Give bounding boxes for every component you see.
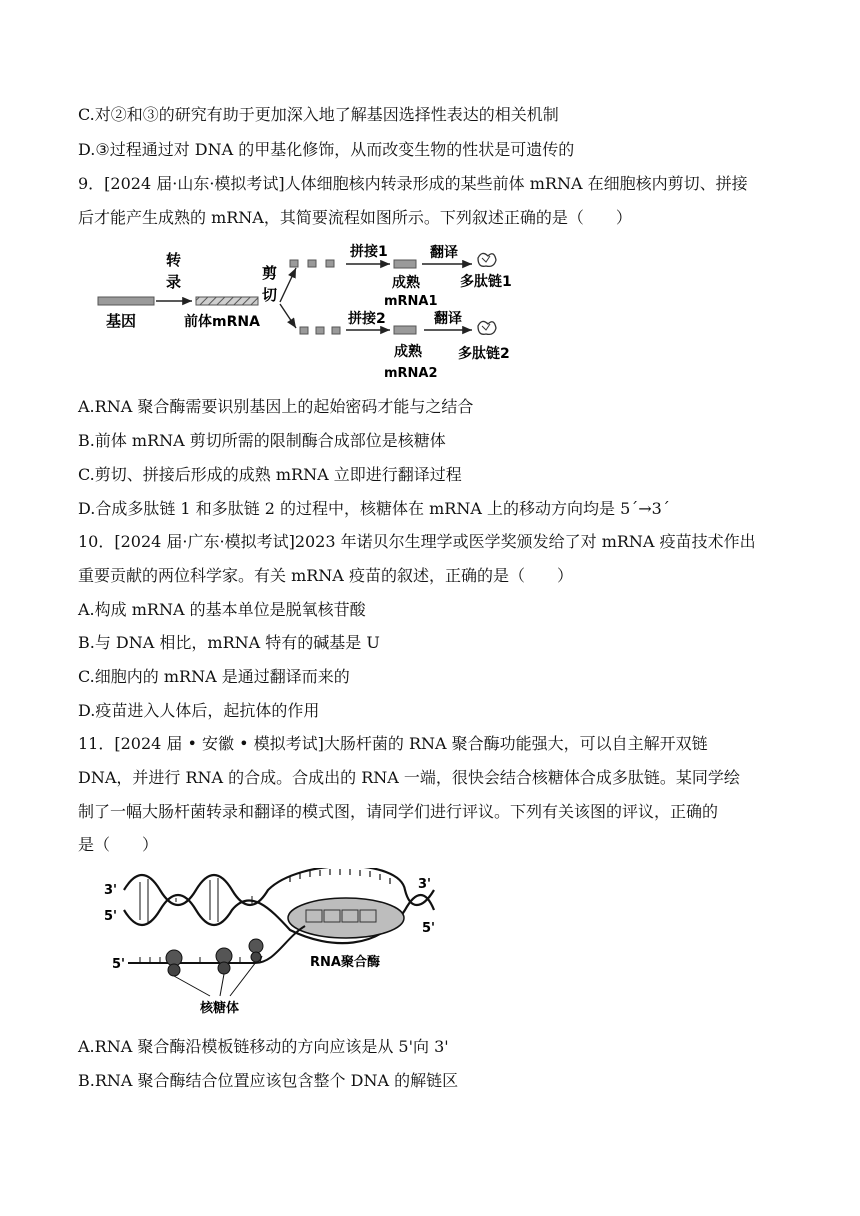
splice2-label: 拼接2 [348, 311, 386, 327]
dna-strand-top [124, 868, 434, 905]
cut-arrow-up [280, 268, 296, 302]
mature-mrna1-bar [394, 260, 416, 268]
q10-option-c: C.细胞内的 mRNA 是通过翻译而来的 [78, 667, 350, 686]
splicing-flow-diagram [90, 236, 540, 386]
q11-stem-line4: 是（ ） [78, 835, 159, 854]
q10-option-d: D.疫苗进入人体后，起抗体的作用 [78, 701, 320, 720]
cut-arrow-down [280, 304, 296, 328]
fragment [308, 260, 316, 267]
mature-mrna1-label-a: 成熟 [392, 275, 420, 291]
peptide2-label: 多肽链2 [458, 346, 510, 362]
q11-stem-line2: DNA，并进行 RNA 的合成。合成出的 RNA 一端，很快会结合核糖体合成多肽链。某同学绘 [78, 768, 740, 787]
peptide1-label: 多肽链1 [460, 274, 512, 290]
q11-option-a: A.RNA 聚合酶沿模板链移动的方向应该是从 5'向 3' [78, 1037, 449, 1056]
gene-bar [98, 297, 154, 305]
end-3-left: 3' [104, 883, 118, 898]
fragment [300, 327, 308, 334]
q11-stem-line3: 制了一幅大肠杆菌转录和翻译的模式图，请同学们进行评议。下列有关该图的评议，正确的 [78, 802, 719, 821]
fragment [326, 260, 334, 267]
end-5-rna: 5' [112, 957, 126, 972]
pre-mrna-label: 前体mRNA [184, 314, 260, 330]
fragment [332, 327, 340, 334]
rna-polymerase [288, 898, 404, 938]
q11-stem-line1: 11．[2024 届 • 安徽 • 模拟考试]大肠杆菌的 RNA 聚合酶功能强大，可以自主解开双链 [78, 734, 708, 753]
prev-option-c: C.对②和③的研究有助于更加深入地了解基因选择性表达的相关机制 [78, 105, 559, 124]
ribosome-icon [216, 948, 232, 974]
q11-option-b: B.RNA 聚合酶结合位置应该包含整个 DNA 的解链区 [78, 1071, 459, 1090]
rna-polymerase-label: RNA聚合酶 [310, 955, 380, 970]
transcription-translation-diagram [100, 868, 450, 1018]
pre-mrna-bar [196, 297, 258, 305]
fragment [290, 260, 298, 267]
end-5-left: 5' [104, 909, 118, 924]
q10-option-b: B.与 DNA 相比，mRNA 特有的碱基是 U [78, 633, 380, 652]
q9-option-d: D.合成多肽链 1 和多肽链 2 的过程中，核糖体在 mRNA 上的移动方向均是 5´→3´ [78, 499, 670, 518]
mature-mrna2-bar [394, 326, 416, 334]
splice1-label: 拼接1 [350, 244, 388, 260]
end-3-right: 3' [418, 877, 432, 892]
q9-option-a: A.RNA 聚合酶需要识别基因上的起始密码才能与之结合 [78, 397, 474, 416]
translate1-label: 翻译 [430, 245, 458, 261]
transcription-label-a: 转 [166, 251, 182, 269]
q9-stem-line1: 9．[2024 届·山东·模拟考试]人体细胞核内转录形成的某些前体 mRNA 在细胞核内剪切、拼接 [78, 174, 748, 193]
transcription-label-b: 录 [166, 273, 182, 291]
mature-mrna1-label-b: mRNA1 [384, 294, 438, 309]
peptide1-icon [478, 253, 496, 266]
q9-option-b: B.前体 mRNA 剪切所需的限制酶合成部位是核糖体 [78, 431, 446, 450]
end-5-right: 5' [422, 921, 436, 936]
ribosome-icon [166, 950, 182, 976]
gene-label: 基因 [106, 312, 137, 330]
q10-stem-line1: 10．[2024 届·广东·模拟考试]2023 年诺贝尔生理学或医学奖颁发给了对 mRNA 疫苗技术作出 [78, 532, 756, 551]
translate2-label: 翻译 [434, 311, 462, 327]
fragment [316, 327, 324, 334]
q9-option-c: C.剪切、拼接后形成的成熟 mRNA 立即进行翻译过程 [78, 465, 462, 484]
ribosome-label: 核糖体 [200, 1001, 240, 1016]
cut-label-b: 切 [262, 286, 278, 304]
q10-option-a: A.构成 mRNA 的基本单位是脱氧核苷酸 [78, 600, 366, 619]
ribosome-icon [249, 939, 263, 962]
q9-stem-line2: 后才能产生成熟的 mRNA，其简要流程如图所示。下列叙述正确的是（ ） [78, 208, 632, 227]
mature-mrna2-label-b: mRNA2 [384, 366, 438, 381]
q10-stem-line2: 重要贡献的两位科学家。有关 mRNA 疫苗的叙述，正确的是（ ） [78, 566, 573, 585]
peptide2-icon [478, 321, 496, 334]
prev-option-d: D.③过程通过对 DNA 的甲基化修饰，从而改变生物的性状是可遗传的 [78, 140, 575, 159]
cut-label-a: 剪 [262, 264, 278, 282]
mature-mrna2-label-a: 成熟 [394, 344, 422, 360]
